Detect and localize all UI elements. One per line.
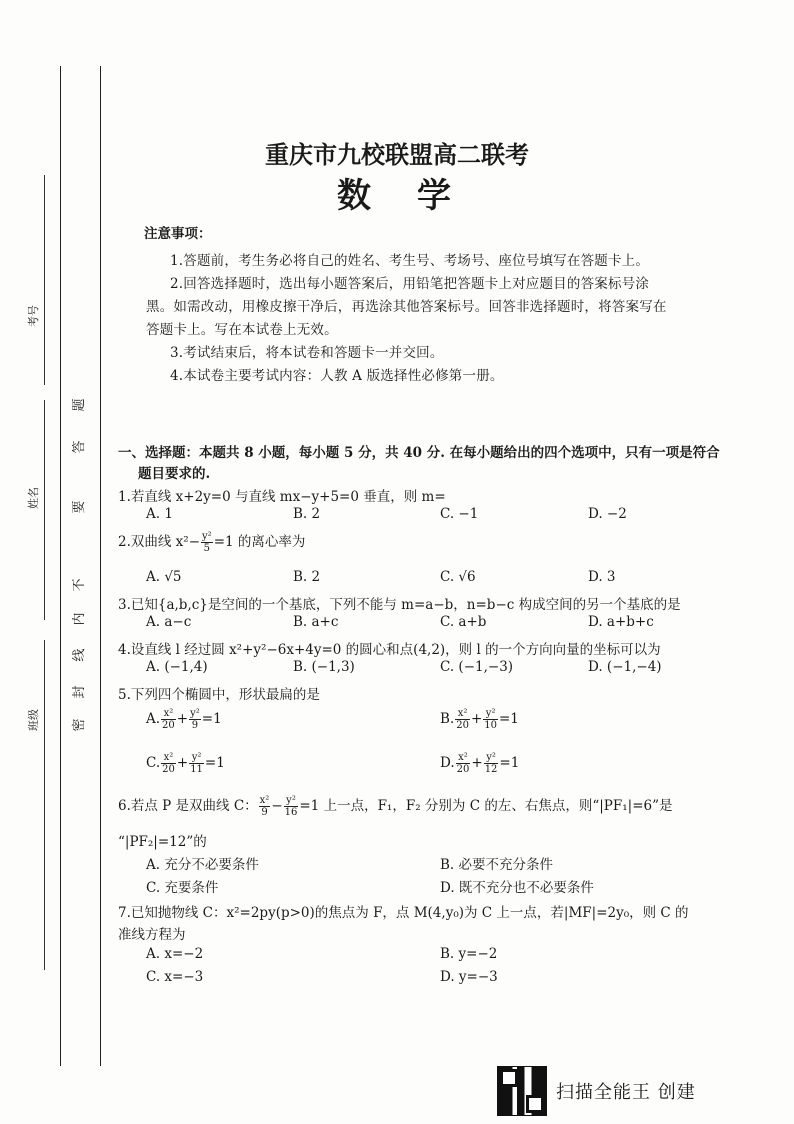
qr-code-icon bbox=[497, 1066, 547, 1116]
q5-option-b: B. $\frac{\text{x²}}{20}$ + $\frac{\text{y²}}{10}$ =1 bbox=[440, 708, 519, 731]
q2-frac-den: 5 bbox=[203, 543, 211, 554]
q6-prefix: 6.若点 P 是双曲线 C： bbox=[118, 798, 258, 814]
q4-option-a: A. (−1,4) bbox=[146, 659, 208, 675]
question-2-stem bbox=[118, 530, 305, 554]
q5d-n1: x² bbox=[456, 752, 471, 764]
q2-option-b: B. 2 bbox=[293, 569, 321, 585]
q5b-d1: 20 bbox=[456, 720, 469, 731]
q4-option-c: C. (−1,−3) bbox=[440, 659, 514, 675]
notice-line-3: 黑。如需改动，用橡皮擦干净后，再选涂其他答案标号。回答非选择题时，将答案写在 bbox=[146, 299, 667, 315]
q5-option-d: D. $\frac{\text{x²}}{20}$ + $\frac{\text{y²}}{12}$ =1 bbox=[440, 752, 520, 775]
q5c-d1: 20 bbox=[162, 764, 175, 775]
q5b-frac-1 bbox=[455, 708, 470, 731]
warning-char-6: 要 bbox=[72, 500, 87, 514]
q5c-frac-2 bbox=[189, 752, 204, 775]
q2-fraction bbox=[201, 531, 213, 554]
q5a-d2: 9 bbox=[191, 720, 199, 731]
q5c-d2: 11 bbox=[190, 764, 203, 775]
q6-option-a: A. 充分不必要条件 bbox=[146, 857, 259, 873]
notice-line-5: 3.考试结束后，将本试卷和答题卡一并交回。 bbox=[170, 345, 444, 361]
q7-option-d: D. y=−3 bbox=[440, 969, 498, 985]
q2-frac-num: y² bbox=[202, 531, 212, 542]
q5d-frac-1 bbox=[456, 752, 471, 775]
q3-option-d: D. a+b+c bbox=[588, 614, 654, 630]
q5a-frac-2 bbox=[189, 708, 201, 731]
warning-char-2: 封 bbox=[72, 685, 87, 699]
q5b-d2: 10 bbox=[484, 720, 497, 731]
q1-option-c: C. −1 bbox=[440, 506, 479, 522]
q1-option-b: B. 2 bbox=[293, 506, 321, 522]
q5a-tail: =1 bbox=[201, 711, 222, 727]
page-title: 重庆市九校联盟高二联考 bbox=[265, 140, 529, 169]
section-heading: 一、选择题：本题共 8 小题，每小题 5 分，共 40 分. 在每小题给出的四个选项中，只有一项是符合 bbox=[118, 445, 720, 461]
q6-n1: x² bbox=[259, 795, 270, 806]
q6-option-c: C. 充要条件 bbox=[146, 880, 219, 896]
warning-char-5: 不 bbox=[72, 578, 87, 592]
question-7-stem: 7.已知抛物线 C：x²=2py(p>0)的焦点为 F，点 M(4,y₀)为 C 上一点，若|MF|=2y₀，则 C 的 bbox=[118, 905, 689, 921]
section-heading-cont: 题目要求的. bbox=[138, 466, 211, 482]
q5a-frac-1 bbox=[161, 708, 176, 731]
q3-option-b: B. a+c bbox=[293, 614, 339, 630]
q5d-d1: 20 bbox=[456, 764, 470, 775]
q5c-frac-1 bbox=[161, 752, 176, 775]
notice-line-4: 答题卡上。写在本试卷上无效。 bbox=[146, 322, 338, 338]
q6-d1: 9 bbox=[261, 807, 268, 818]
warning-char-4: 内 bbox=[72, 612, 87, 626]
notice-line-1: 1.答题前，考生务必将自己的姓名、考生号、考场号、座位号填写在答题卡上。 bbox=[170, 253, 650, 269]
q6-suffix: =1 上一点，F₁，F₂ 分别为 C 的左、右焦点，则“|PF₁|=6”是 bbox=[299, 798, 673, 814]
q5c-tail: =1 bbox=[204, 755, 225, 771]
q5a-label: A. bbox=[146, 711, 161, 727]
q1-option-d: D. −2 bbox=[588, 506, 627, 522]
q4-option-d: D. (−1,−4) bbox=[588, 659, 662, 675]
notice-line-2: 2.回答选择题时，选出每小题答案后，用铅笔把答题卡上对应题目的答案标号涂 bbox=[170, 276, 650, 292]
question-6-stem: 6.若点 P 是双曲线 C： $\frac{\text{x²}}{9}$ − $\frac{\text{y²}}{16}$ =1 上一点，F₁，F₂ 分别为 C 的左、右焦点，则“|PF₁|=6”是 bbox=[118, 795, 673, 818]
name-blank bbox=[44, 400, 45, 620]
q5b-frac-2 bbox=[483, 708, 498, 731]
q5b-tail: =1 bbox=[499, 711, 519, 727]
q5d-tail: =1 bbox=[499, 755, 520, 771]
question-4-stem: 4.设直线 l 经过圆 x²+y²−6x+4y=0 的圆心和点(4,2)，则 l 的一个方向向量的坐标可以为 bbox=[118, 642, 661, 658]
question-5-stem: 5.下列四个椭圆中，形状最扁的是 bbox=[118, 687, 320, 703]
q5c-n1: x² bbox=[161, 752, 176, 764]
q6-frac-1 bbox=[259, 795, 271, 818]
warning-char-7: 答 bbox=[72, 440, 87, 454]
notice-heading: 注意事项： bbox=[144, 226, 212, 242]
q5d-label: D. bbox=[440, 755, 455, 771]
q5a-d1: 20 bbox=[162, 720, 175, 731]
class-blank bbox=[44, 640, 45, 970]
q5c-label: C. bbox=[146, 755, 161, 771]
q7-option-b: B. y=−2 bbox=[440, 946, 498, 962]
label-exam-number: 考号 bbox=[27, 305, 40, 327]
q5b-n1: x² bbox=[455, 708, 470, 720]
warning-char-8: 题 bbox=[72, 398, 87, 412]
q6-option-b: B. 必要不充分条件 bbox=[440, 857, 554, 873]
q3-option-c: C. a+b bbox=[440, 614, 487, 630]
q5-option-a: A. $\frac{\text{x²}}{20}$ + $\frac{\text{y²}}{9}$ =1 bbox=[146, 708, 222, 731]
q5d-n2: y² bbox=[484, 752, 499, 764]
q6-d2: 16 bbox=[284, 807, 298, 818]
question-3-stem: 3.已知{a,b,c}是空间的一个基底，下列不能与 m=a−b，n=b−c 构成空间的另一个基底的是 bbox=[118, 597, 681, 613]
question-1-stem: 1.若直线 x+2y=0 与直线 mx−y+5=0 垂直，则 m= bbox=[118, 489, 446, 505]
q5c-n2: y² bbox=[189, 752, 204, 764]
q2-suffix: =1 的离心率为 bbox=[213, 534, 306, 550]
warning-char-3: 线 bbox=[72, 648, 87, 662]
q6-option-d: D. 既不充分也不必要条件 bbox=[440, 880, 594, 896]
q5d-frac-2 bbox=[484, 752, 499, 775]
q4-option-b: B. (−1,3) bbox=[293, 659, 355, 675]
q3-option-a: A. a−c bbox=[146, 614, 192, 630]
q6-n2: y² bbox=[284, 795, 299, 807]
q5-option-c: C. $\frac{\text{x²}}{20}$ + $\frac{\text{y²}}{11}$ =1 bbox=[146, 752, 225, 775]
q7-option-c: C. x=−3 bbox=[146, 969, 204, 985]
q5b-label: B. bbox=[440, 711, 455, 727]
q2-option-c: C. √6 bbox=[440, 569, 476, 585]
q7-option-a: A. x=−2 bbox=[146, 946, 204, 962]
q1-option-a: A. 1 bbox=[146, 506, 173, 522]
q2-prefix: 2.双曲线 x²− bbox=[118, 534, 201, 550]
q5a-n1: x² bbox=[161, 708, 176, 720]
scanner-watermark: 扫描全能王 创建 bbox=[556, 1082, 696, 1103]
subject-title: 数 学 bbox=[337, 176, 457, 216]
q5d-d2: 12 bbox=[484, 764, 498, 775]
label-class: 班级 bbox=[27, 709, 40, 731]
question-6-line2: “|PF₂|=12”的 bbox=[118, 834, 207, 850]
warning-char-1: 密 bbox=[72, 718, 87, 732]
q2-option-d: D. 3 bbox=[588, 569, 616, 585]
notice-line-6: 4.本试卷主要考试内容：人教 A 版选择性必修第一册。 bbox=[170, 368, 504, 384]
label-name: 姓名 bbox=[27, 487, 40, 509]
q2-option-a: A. √5 bbox=[146, 569, 182, 585]
question-7-line2: 准线方程为 bbox=[118, 927, 186, 943]
q5b-n2: y² bbox=[483, 708, 498, 720]
q6-frac-2 bbox=[284, 795, 299, 818]
q5a-n2: y² bbox=[190, 708, 200, 719]
